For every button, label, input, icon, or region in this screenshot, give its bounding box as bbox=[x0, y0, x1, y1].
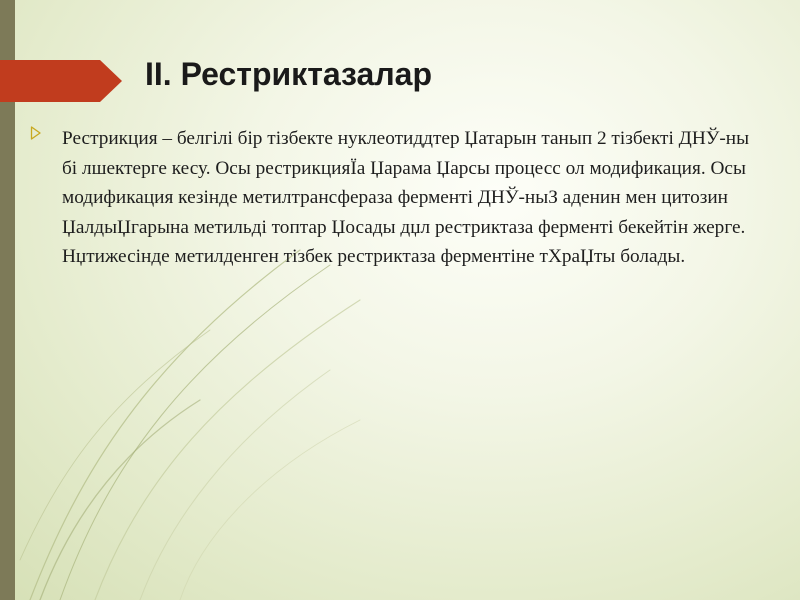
slide-title: II. Рестриктазалар bbox=[145, 56, 432, 92]
title-arrow-shape bbox=[0, 60, 122, 102]
body-paragraph: Рестрикция – белгілі бір тізбекте нуклеотиддтер Џатарын танып 2 тізбекті ДНЎ-ны бі лшектерге кесу. Осы рестрикцияЇа Џарама Џарсы процесс ол модификация. Осы модификация кезінде метилтрансфераза ферменті ДНЎ-ныЗ аденин мен цитозин ЏалдыЏгарына метильді топтар Џосады дџл рестриктаза ферменті бекейтін жерге. Нџтижесінде метилденген тізбек рестриктаза ферментіне тХраЏты болады. bbox=[62, 128, 750, 267]
arrow-bullet-icon bbox=[30, 126, 42, 140]
